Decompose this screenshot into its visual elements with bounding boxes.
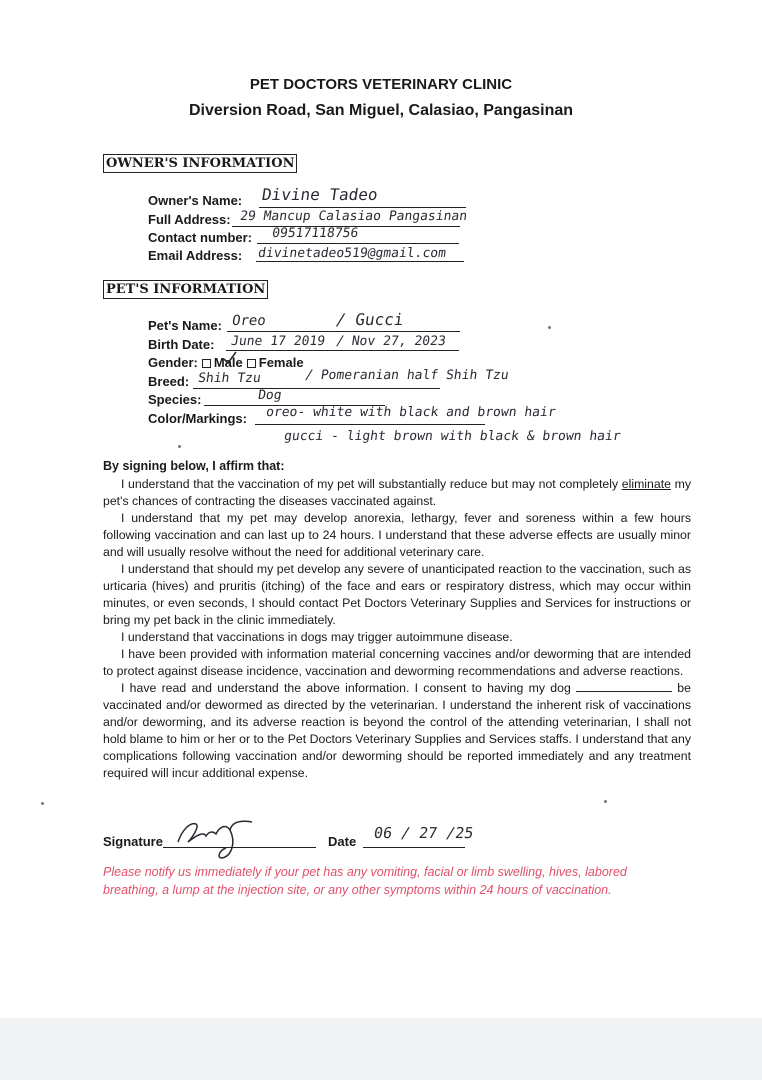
affirm-paragraph-1 [103,476,691,510]
affirm-p1-text-end: my pet's chances of contracting the diseases vaccinated against. [103,477,692,508]
birth-date-value-2: / Nov 27, 2023 [335,334,447,349]
color-markings-label: Color/Markings: [148,411,247,426]
breed-value-1: Shih Tzu [197,371,262,386]
full-address-value: 29 Mancup Calasiao Pangasinan [239,209,469,224]
email-label: Email Address: [148,248,243,263]
date-value: 06 / 27 /25 [372,824,475,842]
female-check-mark-icon [223,351,237,365]
owner-section-title: OWNER'S INFORMATION [103,154,297,173]
gender-label: Gender: [148,355,198,370]
affirm-paragraph-2: I understand that my pet may develop anorexia, lethargy, fever and soreness within a few hours following vaccination and can last up to 24 hours. I understand that these adverse effects are usually minor and will usually resolve without the need for additional veterinary care. [103,511,691,559]
date-label: Date [328,834,357,849]
breed-label: Breed: [148,374,190,389]
affirm-p6-text-end: be vaccinated and/or dewormed as directed by the veterinarian. I understand the inherent risk of vaccinations and/or deworming, and its adverse reaction is beyond the control of the attending veterinarian, I shall not hold blame to him or her or to the Pet Doctors Veterinary Supplies and Services staffs. I understand that any complications following vaccination and/or deworming should be reported immediately and any treatment required will incur additional expense. [103,681,691,780]
date-line[interactable] [363,847,465,848]
affirm-p1-underlined: eliminate [621,477,671,491]
affirm-paragraph-6 [103,680,691,782]
affirm-body [103,476,691,782]
color-markings-line [255,424,485,425]
owner-name-label: Owner's Name: [148,193,243,208]
affirm-p1-text: I understand that the vaccination of my pet will substantially reduce but may not completely [121,477,622,491]
pet-name-label: Pet's Name: [148,318,222,333]
pet-name-line [227,331,460,332]
gender-male-label: Male [213,355,243,370]
species-value: Dog [257,388,283,403]
symptom-notice: Please notify us immediately if your pet has any vomiting, facial or limb swelling, hives, labored breathing, a lump at the injection site, or any other symptoms within 24 hours of vaccination. [103,865,627,897]
scan-speck [41,802,44,805]
breed-value-2: / Pomeranian half Shih Tzu [304,368,510,383]
affirm-p6-text: I have read and understand the above information. I consent to having my dog [121,681,577,695]
color-markings-value-2: gucci - light brown with black & brown hair [283,429,622,444]
scan-speck [604,800,607,803]
gender-male-checkbox[interactable] [202,359,211,368]
pet-name-value-2: / Gucci [334,310,405,329]
scan-bottom-edge [0,1018,762,1080]
contact-number-value: 09517118756 [271,226,360,241]
birth-date-value-1: June 17 2019 [230,334,327,349]
gender-female-checkbox[interactable] [247,359,256,368]
contact-number-label: Contact number: [148,230,252,245]
affirm-intro: By signing below, I affirm that: [103,459,285,473]
owner-name-line [259,207,466,208]
clinic-name: PET DOCTORS VETERINARY CLINIC [249,76,513,93]
affirm-paragraph-4: I understand that vaccinations in dogs may trigger autoimmune disease. [121,630,513,644]
owner-name-value: Divine Tadeo [260,185,379,204]
email-value: divinetadeo519@gmail.com [257,246,447,261]
affirm-paragraph-5: I have been provided with information material concerning vaccines and/or deworming that are intended to protect against disease incidence, vaccination and deworming recommendations and adverse reactions. [103,647,691,678]
scan-speck [178,445,181,448]
affirm-paragraph-3: I understand that should my pet develop any severe of unanticipated reaction to the vaccination, such as urticaria (hives) and pruritis (itching) of the face and ears or respiratory distress, which may occur within minutes, or even seconds, I should contact Pet Doctors Veterinary Supplies and Services for instructions or bring my pet back in the clinic immediately. [103,562,691,627]
clinic-address: Diversion Road, San Miguel, Calasiao, Pangasinan [188,102,574,119]
signature-label: Signature [103,834,163,849]
full-address-label: Full Address: [148,212,231,227]
species-label: Species: [148,392,202,407]
birth-date-label: Birth Date: [148,337,215,352]
breed-line [193,388,440,389]
scan-speck [548,326,551,329]
color-markings-value-1: oreo- white with black and brown hair [265,405,557,420]
birth-date-line [226,350,459,351]
dog-name-blank[interactable] [576,681,672,692]
pet-section-title: PET'S INFORMATION [103,280,268,299]
signature-scribble-icon [170,812,260,862]
gender-female-label: Female [258,355,304,370]
contact-number-line [257,243,459,244]
pet-name-value-1: Oreo [230,313,267,329]
